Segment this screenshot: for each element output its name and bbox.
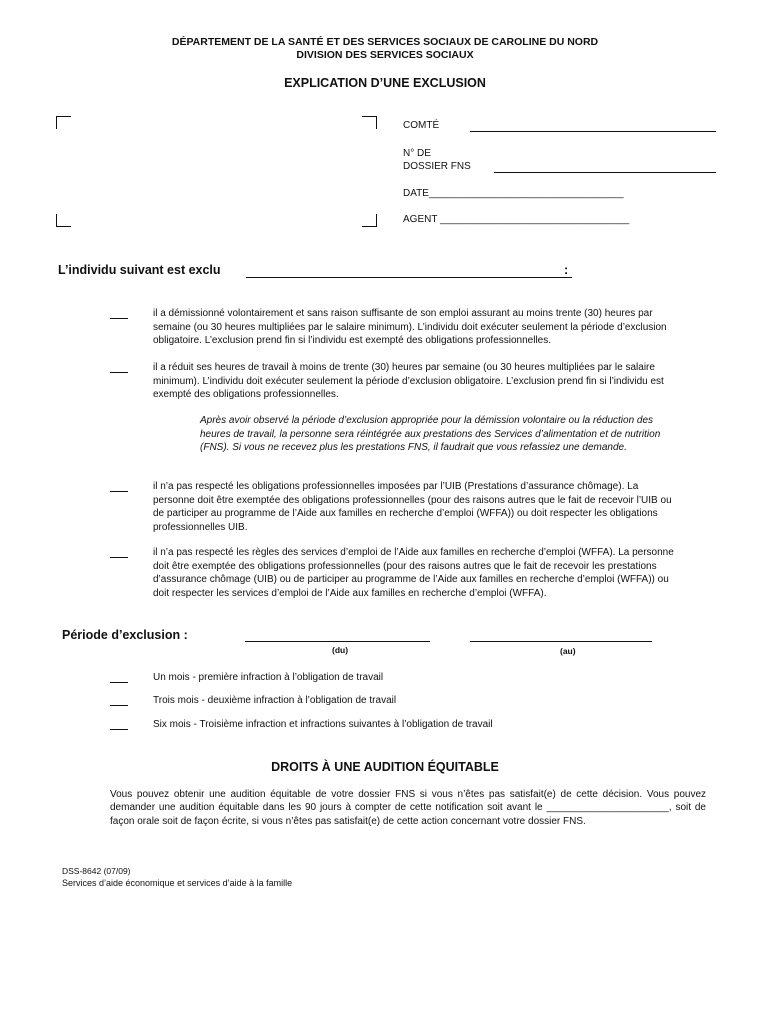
individual-name-field[interactable] xyxy=(246,277,572,278)
agency-name: Services d’aide économique et services d’aide à la famille xyxy=(62,878,293,888)
reason-checkbox-3[interactable] xyxy=(110,491,128,492)
county-field[interactable] xyxy=(470,131,716,132)
individual-colon: : xyxy=(564,263,569,277)
file-number-label-1: N° DE xyxy=(403,148,431,159)
exclusion-period-label: Période d’exclusion : xyxy=(62,628,188,642)
option-six-months: Six mois - Troisième infraction et infractions suivantes à l’obligation de travail xyxy=(153,719,493,730)
page-title: EXPLICATION D’UNE EXCLUSION xyxy=(284,76,486,90)
individual-label: L’individu suivant est exclu xyxy=(58,263,221,277)
file-number-field[interactable] xyxy=(494,172,716,173)
reinstatement-note: Après avoir observé la période d’exclusion appropriée pour la démission volontaire ou la réduction des heures de travail, la personne sera réintégrée aux prestations des Services d’alimentation et de nutrition (FNS). Si vous ne recevez plus les prestations FNS, il faudrait que vous refassiez une demande. xyxy=(200,415,661,453)
address-corner-top-left xyxy=(56,116,71,129)
period-from-field[interactable] xyxy=(245,641,430,642)
reason-checkbox-1[interactable] xyxy=(110,318,128,319)
form-code: DSS-8642 (07/09) xyxy=(62,866,131,876)
option-checkbox-3[interactable] xyxy=(110,729,128,730)
option-three-months: Trois mois - deuxième infraction à l’obligation de travail xyxy=(153,695,397,706)
reason-uib-requirements: il n’a pas respecté les obligations professionnelles imposées par l’UIB (Prestations d’assurance chômage). La personne doit être exemptée des obligations professionnelles (pour des raisons autres que le fait de recevoir l’UIB ou de participer au programme de l’Aide aux familles en recherche d’emploi (WFFA)) ou doit respecter les obligations professionnelles UIB. xyxy=(153,481,672,533)
rights-title: DROITS À UNE AUDITION ÉQUITABLE xyxy=(271,760,499,774)
reason-reduced-hours: il a réduit ses heures de travail à moins de trente (30) heures par semaine (ou 30 heures multipliées par le salaire minimum). L’individu doit exécuter seulement la période d’exclusion obligatoire. L’exclusion prend fin si l’individu est exempté des obligations professionnelles. xyxy=(153,362,664,400)
rights-text: Vous pouvez obtenir une audition équitable de votre dossier FNS si vous n’êtes pas satisfait(e) de cette décision. Vous pouvez demander une audition équitable dans les 90 jours à compter de cette notification soit avant le ______________________, soit de façon orale soit de façon écrite, si vous n’êtes pas satisfait(e) de cette action concernant votre dossier FNS. xyxy=(110,789,706,827)
division-heading: DIVISION DES SERVICES SOCIAUX xyxy=(296,49,474,61)
option-one-month: Un mois - première infraction à l’obligation de travail xyxy=(153,672,384,683)
county-label: COMTÉ xyxy=(403,120,440,131)
agent-field[interactable]: AGENT __________________________________ xyxy=(403,214,630,225)
period-to-caption: (au) xyxy=(560,646,576,656)
reason-checkbox-2[interactable] xyxy=(110,372,128,373)
period-from-caption: (du) xyxy=(332,645,349,655)
date-field[interactable]: DATE___________________________________ xyxy=(403,188,624,199)
address-corner-bottom-right xyxy=(362,214,377,227)
address-corner-top-right xyxy=(362,116,377,129)
file-number-label-2: DOSSIER FNS xyxy=(403,161,471,172)
reason-voluntary-quit: il a démissionné volontairement et sans raison suffisante de son emploi assurant au moins trente (30) heures par semaine (ou 30 heures multipliées par le salaire minimum). L’individu doit exécuter seulement la période d’exclusion obligatoire. L’exclusion prend fin si l’individu est exempté des obligations professionnelles. xyxy=(153,308,667,346)
option-checkbox-1[interactable] xyxy=(110,682,128,683)
address-corner-bottom-left xyxy=(56,214,71,227)
reason-wffa-requirements: il n’a pas respecté les règles des services d’emploi de l’Aide aux familles en recherche d’emploi (WFFA). La personne doit être exemptée des obligations professionnelles (pour des raisons autres que le fait de recevoir les prestations d’assurance chômage (UIB) ou de participer au programme de l’Aide aux familles en recherche d’emploi (WFFA)) ou doit respecter les services d’emploi de l’Aide aux familles en recherche d’emploi (WFFA). xyxy=(153,547,674,599)
option-checkbox-2[interactable] xyxy=(110,705,128,706)
reason-checkbox-4[interactable] xyxy=(110,557,128,558)
period-to-field[interactable] xyxy=(470,641,652,642)
department-heading: DÉPARTEMENT DE LA SANTÉ ET DES SERVICES SOCIAUX DE CAROLINE DU NORD xyxy=(171,36,599,48)
